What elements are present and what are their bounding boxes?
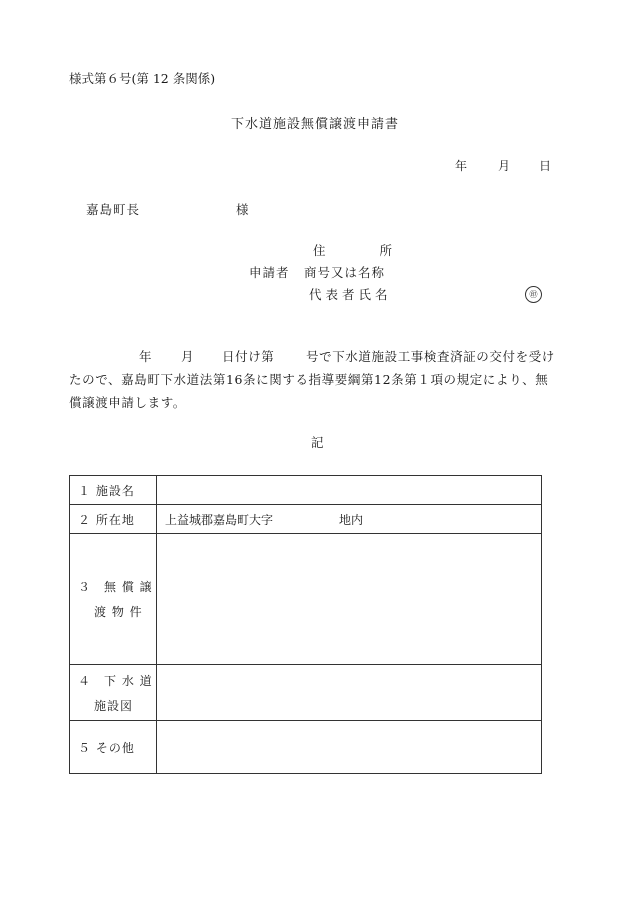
table-row-other: [70, 721, 542, 774]
table-row-location: [70, 505, 542, 534]
transfer-items-label-line1: ３ 無 償 譲: [78, 580, 153, 594]
facility-name-label: １ 施設名: [70, 476, 157, 505]
sewer-drawing-field[interactable]: [157, 665, 542, 721]
body-line-2: たので、嘉島町下水道法第16条に関する指導要綱第12条第１項の規定により、無: [69, 372, 549, 387]
sewer-drawing-label-line2: 施設図: [94, 698, 134, 713]
representative-label: 代表者氏名: [309, 287, 392, 302]
sewer-drawing-label-line1: ４ 下 水 道: [78, 673, 153, 688]
seal-mark: ㊞: [525, 286, 542, 303]
table-row-facility-name: [70, 476, 542, 505]
addressee-honorific: 様: [236, 202, 249, 217]
other-label: ５ その他: [70, 721, 157, 774]
location-field[interactable]: [157, 505, 542, 534]
body-line1-rest: 号で下水道施設工事検査済証の交付を受け: [306, 349, 555, 364]
form-number: 様式第６号(第 12 条関係): [69, 71, 216, 86]
facility-name-field[interactable]: [157, 476, 542, 505]
trade-name-label: 商号又は名称: [304, 265, 386, 280]
date-year-label: 年: [455, 159, 468, 173]
body-year: 年: [139, 349, 153, 364]
date-day-label: 日: [539, 159, 552, 173]
address-label-part1: 住: [313, 243, 326, 258]
applicant-label: 申請者: [249, 265, 290, 280]
date-month-label: 月: [498, 159, 511, 173]
location-label: ２ 所在地: [70, 505, 157, 534]
transfer-items-label-line2: 渡 物 件: [94, 605, 143, 619]
document-title: 下水道施設無償譲渡申請書: [230, 117, 399, 132]
addressee-name: 嘉島町長: [86, 202, 141, 217]
location-suffix: 地内: [339, 512, 364, 527]
other-field[interactable]: [157, 721, 542, 774]
address-label: [313, 245, 392, 258]
address-label-part2: 所: [379, 243, 393, 258]
table-row-transfer-items: [70, 534, 542, 665]
body-day-prefix: 日付け第: [222, 349, 275, 364]
body-line-3: 償譲渡申請します。: [69, 395, 186, 410]
sewer-drawing-label: [70, 665, 157, 721]
location-prefix: 上益城郡嘉島町大字: [165, 512, 274, 527]
table-row-sewer-drawing: [70, 665, 542, 721]
body-month: 月: [181, 349, 195, 364]
ki-heading: 記: [311, 435, 324, 450]
transfer-items-label: [70, 534, 157, 665]
record-table: [69, 475, 542, 774]
transfer-items-field[interactable]: [157, 534, 542, 665]
